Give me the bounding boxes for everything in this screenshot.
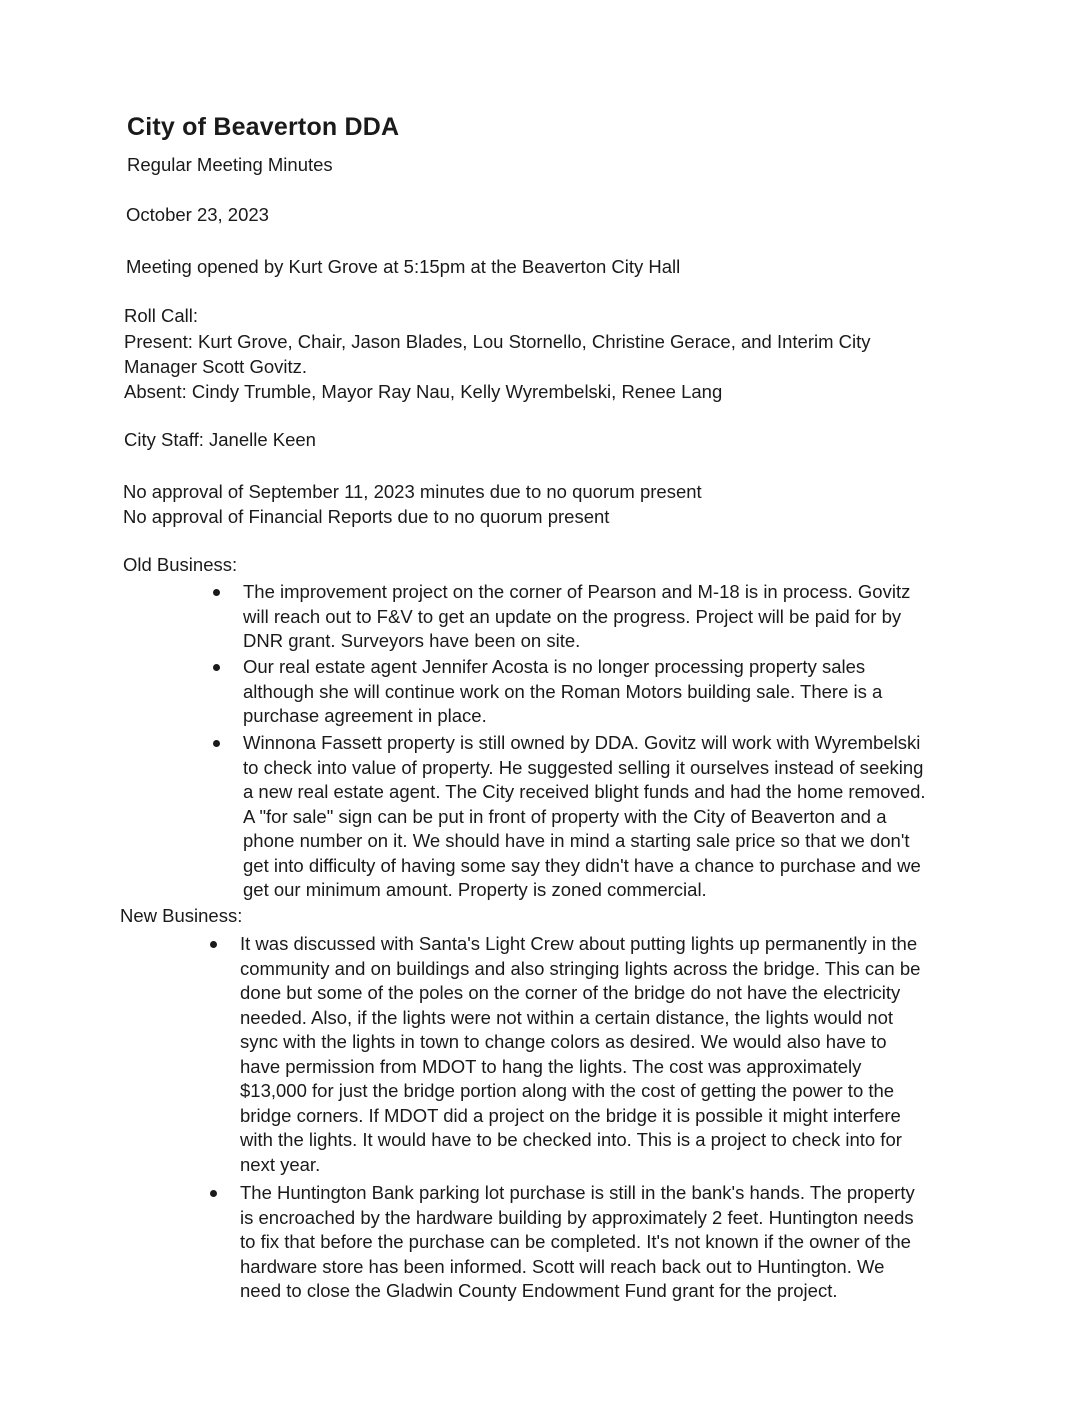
roll-call-absent: Absent: Cindy Trumble, Mayor Ray Nau, Kelly Wyrembelski, Renee Lang [124,381,723,402]
item-line: hardware store has been informed. Scott will reach back out to Huntington. We [240,1255,885,1277]
meeting-date: October 23, 2023 [126,204,269,225]
roll-call-label: Roll Call: [124,305,199,326]
item-line: community and on buildings and also stringing lights across the bridge. This can be [240,957,921,979]
city-staff: City Staff: Janelle Keen [124,429,316,450]
item-line: Winnona Fassett property is still owned by DDA. Govitz will work with Wyrembelski [243,732,921,753]
old-business-item-3 [243,731,985,903]
bullet-icon [213,740,220,747]
item-line: have permission from MDOT to hang the lights. The cost was approximately [240,1055,862,1077]
document-subtitle: Regular Meeting Minutes [127,154,333,175]
meeting-opening: Meeting opened by Kurt Grove at 5:15pm at the Beaverton City Hall [126,256,681,277]
item-line: $13,000 for just the bridge portion along with the cost of getting the power to the [240,1080,895,1101]
old-business-heading: Old Business: [123,554,238,575]
old-business-item-1 [243,580,985,654]
bullet-icon [210,1190,217,1197]
item-line: Our real estate agent Jennifer Acosta is no longer processing property sales [243,656,866,677]
item-line: is encroached by the hardware building by approximately 2 feet. Huntington needs [240,1206,914,1228]
item-line: needed. Also, if the lights were not within a certain distance, the lights would not [240,1006,894,1028]
new-business-item-2 [240,1181,982,1304]
item-line: The improvement project on the corner of Pearson and M-18 is in process. Govitz [243,581,911,602]
roll-call-present-line2: Manager Scott Govitz. [124,356,308,377]
item-line: will reach out to F&V to get an update on the progress. Project will be paid for by [243,605,902,627]
item-line: phone number on it. We should have in mind a starting sale price so that we don't [243,830,910,851]
item-line: The Huntington Bank parking lot purchase is still in the bank's hands. The property [240,1182,915,1203]
item-line: done but some of the poles on the corner of the bridge do not have the electricity [240,982,901,1003]
item-line: next year. [240,1153,321,1175]
item-line: bridge corners. If MDOT did a project on the bridge it is possible it might interfere [240,1104,901,1126]
roll-call-present-line1: Present: Kurt Grove, Chair, Jason Blades, Lou Stornello, Christine Gerace, and Interim City [124,331,871,352]
item-line: to fix that before the purchase can be completed. It's not known if the owner of the [240,1231,911,1252]
item-line: a new real estate agent. The City received blight funds and had the home removed. [243,781,926,802]
item-line: It was discussed with Santa's Light Crew about putting lights up permanently in the [240,933,918,954]
item-line: although she will continue work on the Roman Motors building sale. There is a [243,680,883,702]
item-line: sync with the lights in town to change colors as desired. We would also have to [240,1031,887,1052]
old-business-item-2 [243,655,985,729]
new-business-heading: New Business: [120,905,243,926]
item-line: with the lights. It would have to be checked into. This is a project to check into for [240,1129,902,1150]
item-line: DNR grant. Surveyors have been on site. [243,630,581,651]
item-line: to check into value of property. He suggested selling it ourselves instead of seeking [243,756,924,778]
approval-financial: No approval of Financial Reports due to no quorum present [123,506,610,527]
bullet-icon [213,664,220,671]
approval-minutes: No approval of September 11, 2023 minutes due to no quorum present [123,481,702,502]
item-line: need to close the Gladwin County Endowment Fund grant for the project. [240,1280,838,1301]
bullet-icon [213,589,220,596]
item-line: purchase agreement in place. [243,705,487,726]
item-line: get our minimum amount. Property is zoned commercial. [243,879,707,900]
item-line: A "for sale" sign can be put in front of property with the City of Beaverton and a [243,805,887,827]
item-line: get into difficulty of having some say they didn't have a chance to purchase and we [243,854,921,876]
bullet-icon [210,941,217,948]
new-business-item-1 [240,932,982,1177]
document-title: City of Beaverton DDA [127,113,400,141]
